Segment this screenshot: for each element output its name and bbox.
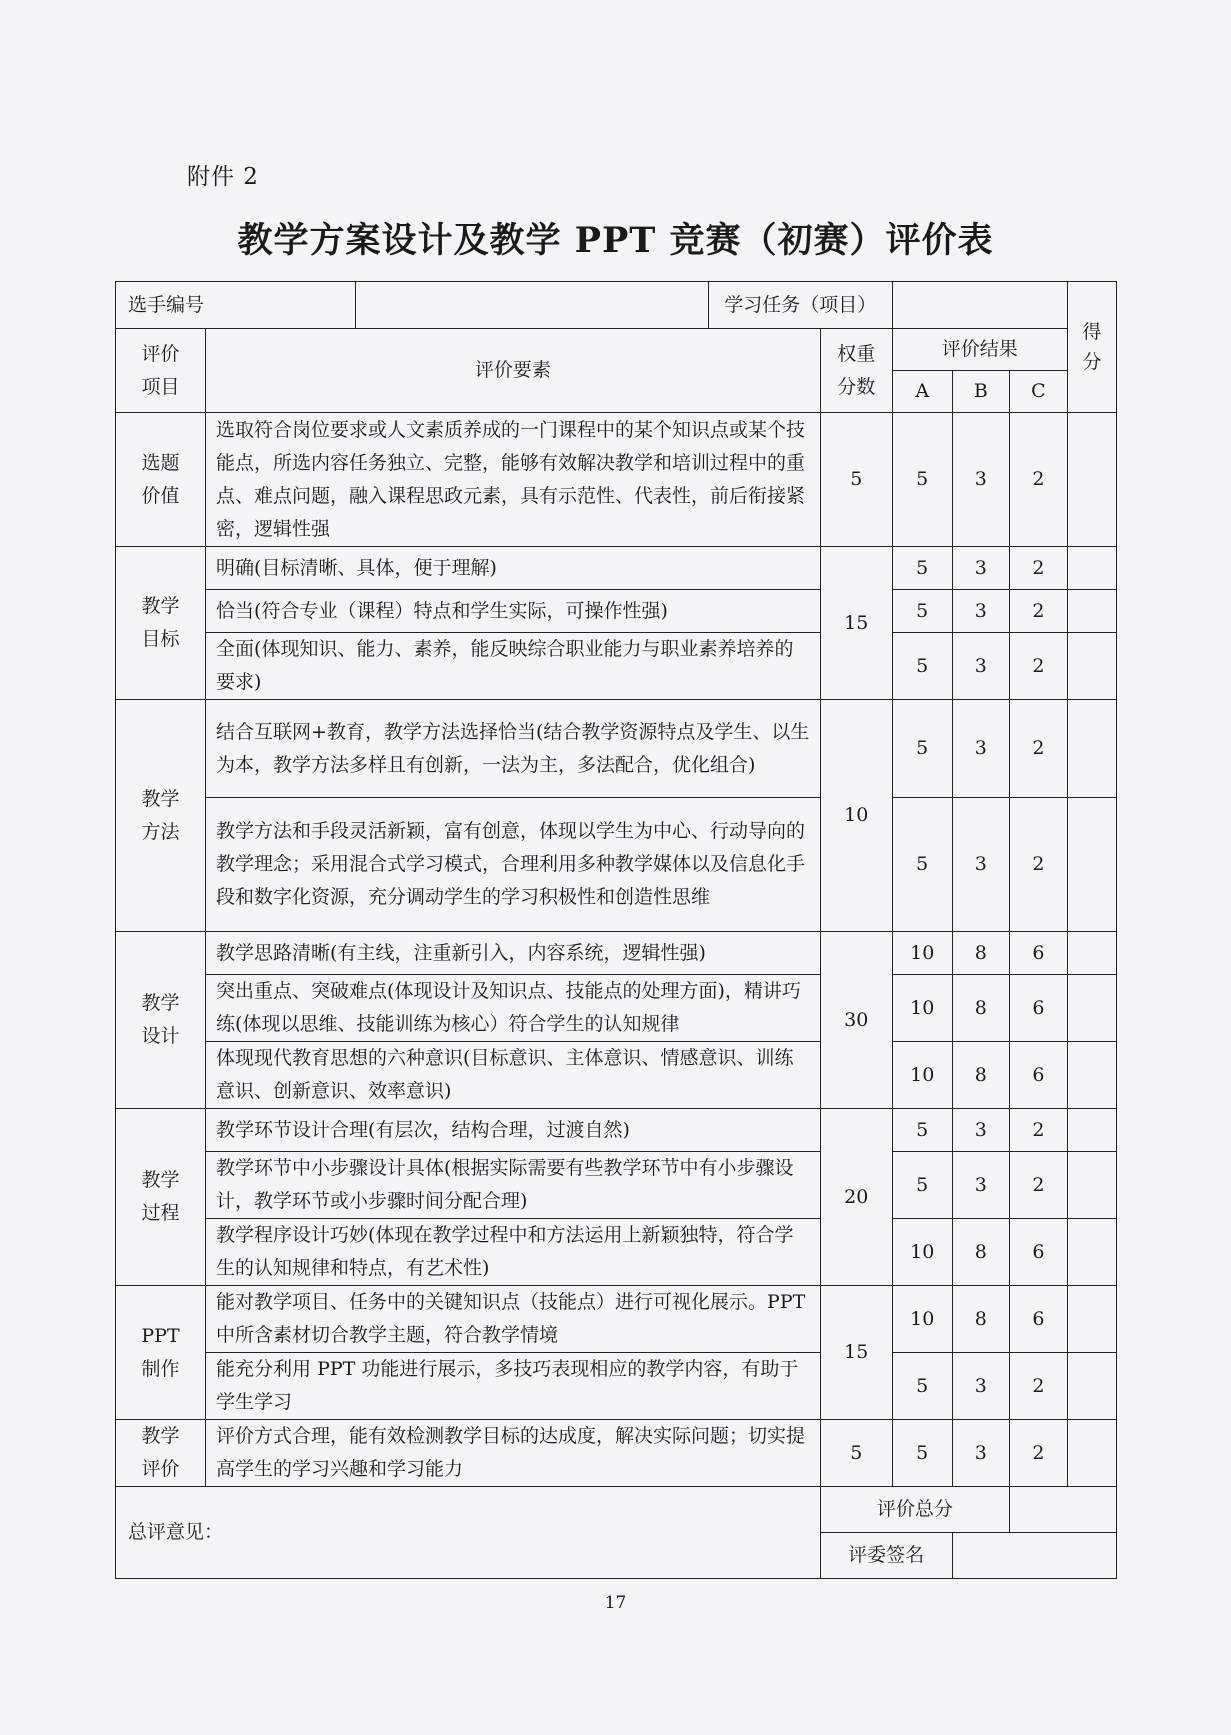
grade-c-cell: 2 bbox=[1010, 1152, 1068, 1219]
comment-cell[interactable] bbox=[116, 1487, 821, 1579]
table-row bbox=[116, 1353, 1117, 1420]
grade-a-cell: 5 bbox=[892, 590, 952, 633]
item-name: 教学评价 bbox=[141, 1425, 180, 1480]
score-cell[interactable] bbox=[1067, 547, 1116, 590]
item-name: 教学目标 bbox=[141, 595, 180, 650]
table-row bbox=[116, 798, 1117, 932]
item-cell bbox=[116, 547, 206, 700]
grade-b-cell: 8 bbox=[952, 932, 1010, 975]
score-cell[interactable] bbox=[1067, 1286, 1116, 1353]
footer-row-total bbox=[116, 1487, 1117, 1533]
grade-a-cell: 5 bbox=[892, 547, 952, 590]
grade-c-cell: 2 bbox=[1010, 547, 1068, 590]
score-cell[interactable] bbox=[1067, 590, 1116, 633]
grade-a-cell: 5 bbox=[892, 413, 952, 547]
grade-a-cell: 5 bbox=[892, 1152, 952, 1219]
grade-b-cell: 3 bbox=[952, 700, 1010, 798]
header-row-player bbox=[116, 282, 1117, 329]
requirement-cell: 教学思路清晰(有主线，注重新引入，内容系统，逻辑性强) bbox=[206, 932, 821, 975]
requirement-cell: 教学环节设计合理(有层次，结构合理，过渡自然) bbox=[206, 1109, 821, 1152]
item-name: 教学方法 bbox=[141, 787, 180, 843]
grade-b-cell: 8 bbox=[952, 1219, 1010, 1286]
requirement-cell: 教学程序设计巧妙(体现在教学过程中和方法运用上新颖独特，符合学生的认知规律和特点，有艺术性) bbox=[206, 1219, 821, 1286]
item-cell bbox=[116, 413, 206, 547]
score-header bbox=[1067, 282, 1116, 413]
weight-cell: 5 bbox=[820, 1420, 892, 1487]
weight-cell: 10 bbox=[820, 700, 892, 932]
score-header-label: 得分 bbox=[1082, 321, 1102, 373]
weight-cell: 15 bbox=[820, 1286, 892, 1420]
grade-a-cell: 5 bbox=[892, 1109, 952, 1152]
requirement-header: 评价要素 bbox=[206, 329, 821, 413]
grade-b-cell: 3 bbox=[952, 633, 1010, 700]
weight-cell: 5 bbox=[820, 413, 892, 547]
table-row bbox=[116, 932, 1117, 975]
table-row bbox=[116, 1420, 1117, 1487]
grade-b-cell: 8 bbox=[952, 1286, 1010, 1353]
grade-a-header: A bbox=[892, 371, 952, 413]
table-row bbox=[116, 975, 1117, 1042]
grade-a-cell: 5 bbox=[892, 1420, 952, 1487]
grade-c-cell: 2 bbox=[1010, 633, 1068, 700]
grade-a-cell: 10 bbox=[892, 1219, 952, 1286]
requirement-cell: 结合互联网+教育，教学方法选择恰当(结合教学资源特点及学生、以生为本，教学方法多样且有创新，一法为主，多法配合，优化组合) bbox=[206, 700, 821, 798]
requirement-cell: 全面(体现知识、能力、素养，能反映综合职业能力与职业素养培养的要求) bbox=[206, 633, 821, 700]
item-header-label: 评价项目 bbox=[141, 342, 180, 398]
task-field[interactable] bbox=[892, 282, 1067, 329]
item-cell bbox=[116, 1286, 206, 1420]
weight-cell: 30 bbox=[820, 932, 892, 1109]
weight-cell: 20 bbox=[820, 1109, 892, 1286]
grade-b-cell: 8 bbox=[952, 1042, 1010, 1109]
table-row bbox=[116, 1219, 1117, 1286]
table-row bbox=[116, 1152, 1117, 1219]
item-cell bbox=[116, 932, 206, 1109]
grade-a-cell: 10 bbox=[892, 975, 952, 1042]
table-row bbox=[116, 547, 1117, 590]
grade-b-cell: 8 bbox=[952, 975, 1010, 1042]
score-cell[interactable] bbox=[1067, 413, 1116, 547]
grade-b-cell: 3 bbox=[952, 1109, 1010, 1152]
player-no-field[interactable] bbox=[355, 282, 708, 329]
page-number: 17 bbox=[604, 1593, 627, 1613]
weight-cell: 15 bbox=[820, 547, 892, 700]
item-name: PPT 制作 bbox=[141, 1324, 180, 1380]
total-label: 评价总分 bbox=[820, 1487, 1010, 1533]
requirement-cell: 恰当(符合专业（课程）特点和学生实际，可操作性强) bbox=[206, 590, 821, 633]
score-cell[interactable] bbox=[1067, 1042, 1116, 1109]
table-row bbox=[116, 413, 1117, 547]
grade-c-cell: 2 bbox=[1010, 413, 1068, 547]
grade-b-cell: 3 bbox=[952, 1420, 1010, 1487]
player-no-label: 选手编号 bbox=[116, 282, 356, 329]
grade-c-cell: 2 bbox=[1010, 700, 1068, 798]
grade-c-header: C bbox=[1010, 371, 1068, 413]
grade-c-cell: 6 bbox=[1010, 1286, 1068, 1353]
grade-b-cell: 3 bbox=[952, 1152, 1010, 1219]
item-cell bbox=[116, 1109, 206, 1286]
requirement-cell: 体现现代教育思想的六种意识(目标意识、主体意识、情感意识、训练意识、创新意识、效率意识) bbox=[206, 1042, 821, 1109]
score-cell[interactable] bbox=[1067, 1420, 1116, 1487]
grade-a-cell: 5 bbox=[892, 633, 952, 700]
requirement-cell: 能充分利用 PPT 功能进行展示，多技巧表现相应的教学内容，有助于学生学习 bbox=[206, 1353, 821, 1420]
grade-b-cell: 3 bbox=[952, 590, 1010, 633]
item-cell bbox=[116, 1420, 206, 1487]
grade-c-cell: 6 bbox=[1010, 932, 1068, 975]
requirement-cell: 选取符合岗位要求或人文素质养成的一门课程中的某个知识点或某个技能点，所选内容任务独立、完整，能够有效解决教学和培训过程中的重点、难点问题，融入课程思政元素，具有示范性、代表性，前后衔接紧密，逻辑性强 bbox=[206, 413, 821, 547]
grade-c-cell: 6 bbox=[1010, 1219, 1068, 1286]
requirement-cell: 明确(目标清晰、具体，便于理解) bbox=[206, 547, 821, 590]
table-row bbox=[116, 1109, 1117, 1152]
requirement-cell: 教学方法和手段灵活新颖，富有创意，体现以学生为中心、行动导向的教学理念；采用混合式学习模式，合理利用多种教学媒体以及信息化手段和数字化资源，充分调动学生的学习积极性和创造性思维 bbox=[206, 798, 821, 932]
table-row bbox=[116, 1042, 1117, 1109]
grade-c-cell: 6 bbox=[1010, 975, 1068, 1042]
grade-c-cell: 2 bbox=[1010, 1353, 1068, 1420]
grade-a-cell: 5 bbox=[892, 798, 952, 932]
result-header: 评价结果 bbox=[892, 329, 1067, 371]
grade-c-cell: 6 bbox=[1010, 1042, 1068, 1109]
score-cell[interactable] bbox=[1067, 798, 1116, 932]
item-name: 选题价值 bbox=[141, 451, 180, 507]
weight-header-label: 权重分数 bbox=[837, 342, 876, 398]
grade-a-cell: 5 bbox=[892, 700, 952, 798]
grade-b-cell: 3 bbox=[952, 413, 1010, 547]
item-header bbox=[116, 329, 206, 413]
grade-a-cell: 10 bbox=[892, 932, 952, 975]
document-title: 教学方案设计及教学 PPT 竞赛（初赛）评价表 bbox=[237, 220, 994, 261]
requirement-cell: 突出重点、突破难点(体现设计及知识点、技能点的处理方面)，精讲巧练(体现以思维、技能训练为核心）符合学生的认知规律 bbox=[206, 975, 821, 1042]
table-row bbox=[116, 700, 1117, 798]
grade-a-cell: 5 bbox=[892, 1353, 952, 1420]
total-field[interactable] bbox=[1010, 1487, 1117, 1533]
attachment-label: 附件 2 bbox=[187, 164, 259, 190]
grade-a-cell: 10 bbox=[892, 1286, 952, 1353]
grade-c-cell: 2 bbox=[1010, 590, 1068, 633]
score-cell[interactable] bbox=[1067, 633, 1116, 700]
grade-b-cell: 3 bbox=[952, 798, 1010, 932]
header-row-columns bbox=[116, 329, 1117, 371]
weight-header bbox=[820, 329, 892, 413]
comment-label: 总评意见： bbox=[128, 1521, 224, 1543]
item-name: 教学过程 bbox=[141, 1169, 180, 1224]
grade-b-cell: 3 bbox=[952, 1353, 1010, 1420]
score-cell[interactable] bbox=[1067, 975, 1116, 1042]
grade-c-cell: 2 bbox=[1010, 1109, 1068, 1152]
table-row bbox=[116, 590, 1117, 633]
score-cell[interactable] bbox=[1067, 932, 1116, 975]
score-cell[interactable] bbox=[1067, 1219, 1116, 1286]
grade-b-cell: 3 bbox=[952, 547, 1010, 590]
signature-field[interactable] bbox=[952, 1533, 1116, 1579]
score-cell[interactable] bbox=[1067, 1353, 1116, 1420]
grade-c-cell: 2 bbox=[1010, 798, 1068, 932]
evaluation-table bbox=[115, 281, 1117, 1579]
requirement-cell: 能对教学项目、任务中的关键知识点（技能点）进行可视化展示。PPT 中所含素材切合教学主题，符合教学情境 bbox=[206, 1286, 821, 1353]
score-cell[interactable] bbox=[1067, 700, 1116, 798]
table-row bbox=[116, 1286, 1117, 1353]
requirement-cell: 评价方式合理，能有效检测教学目标的达成度，解决实际问题；切实提高学生的学习兴趣和学习能力 bbox=[206, 1420, 821, 1487]
score-cell[interactable] bbox=[1067, 1109, 1116, 1152]
requirement-cell: 教学环节中小步骤设计具体(根据实际需要有些教学环节中有小步骤设计，教学环节或小步骤时间分配合理) bbox=[206, 1152, 821, 1219]
table-row bbox=[116, 633, 1117, 700]
grade-c-cell: 2 bbox=[1010, 1420, 1068, 1487]
grade-a-cell: 10 bbox=[892, 1042, 952, 1109]
item-name: 教学设计 bbox=[141, 992, 180, 1047]
score-cell[interactable] bbox=[1067, 1152, 1116, 1219]
signature-label: 评委签名 bbox=[820, 1533, 952, 1579]
grade-b-header: B bbox=[952, 371, 1010, 413]
task-label: 学习任务（项目） bbox=[708, 282, 892, 329]
item-cell bbox=[116, 700, 206, 932]
